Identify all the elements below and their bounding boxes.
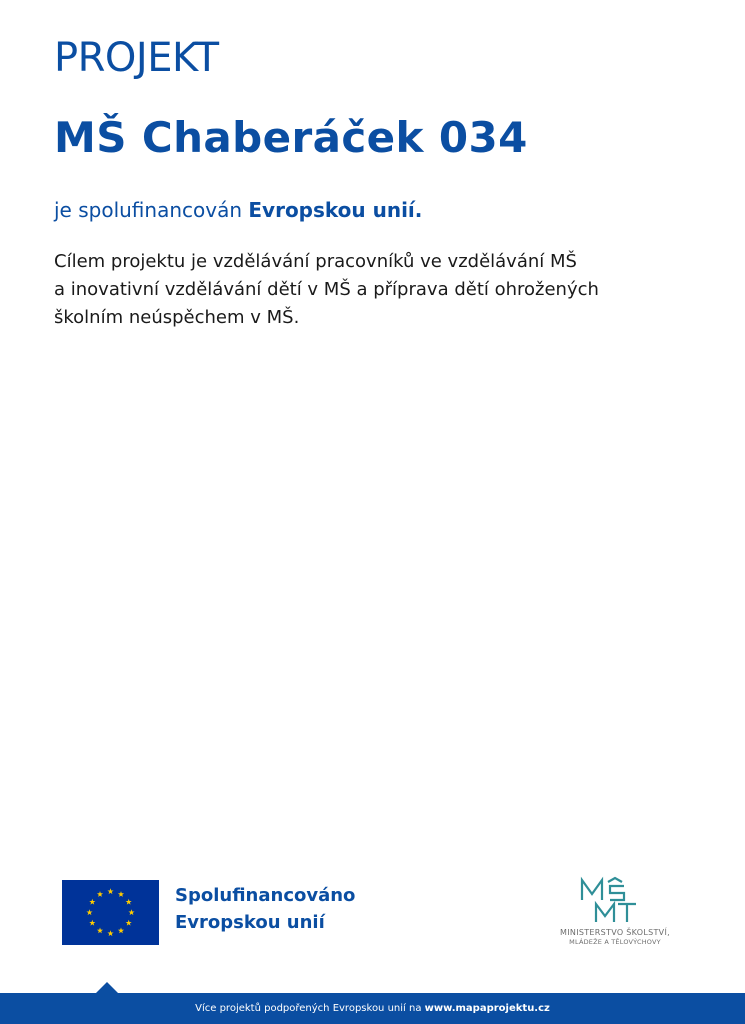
msmt-name-line1: MINISTERSTVO ŠKOLSTVÍ,: [560, 928, 670, 937]
cofinancing-statement: [54, 195, 422, 225]
project-description: Cílem projektu je vzdělávání pracovníků ve vzdělávání MŠ a inovativní vzdělávání dětí v MŠ a příprava dětí ohrožených školním neúspěchem v MŠ.: [54, 251, 599, 328]
eu-label-line2: Evropskou unií: [175, 912, 325, 933]
msmt-emblem-icon: [578, 876, 648, 924]
footer-link[interactable]: www.mapaprojektu.cz: [424, 1003, 550, 1014]
cofinancing-emphasis: Evropskou unií.: [248, 198, 423, 222]
cofinancing-prefix: je spolufinancován: [54, 198, 249, 222]
msmt-logo: [540, 876, 690, 948]
kicker-label: PROJEKT: [54, 35, 219, 81]
eu-cofinancing-label: [175, 882, 355, 936]
eu-label-line1: Spolufinancováno: [175, 885, 356, 906]
footer-bar: [0, 993, 745, 1024]
footer-notch: [96, 982, 118, 993]
msmt-name-line2: MLÁDEŽE A TĚLOVÝCHOVY: [569, 938, 661, 946]
footer-text: Více projektů podpořených Evropskou unií na: [195, 1003, 425, 1014]
eu-flag-icon: [62, 880, 159, 945]
project-title: MŠ Chaberáček 034: [54, 113, 528, 162]
